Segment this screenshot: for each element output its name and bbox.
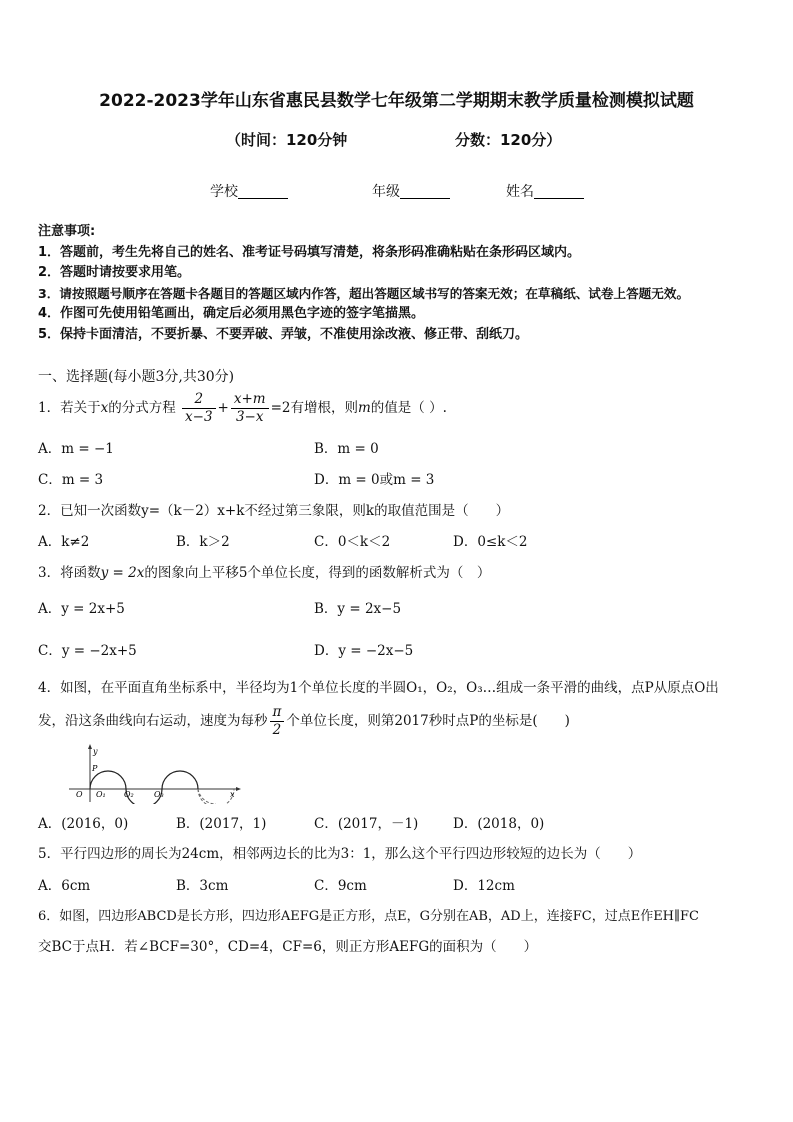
semicircle-curve-graph <box>64 744 244 804</box>
graph-label-o3: O₃ <box>154 790 164 799</box>
solid-curve <box>90 771 198 804</box>
school-label: 学校 <box>210 184 238 200</box>
grade-label: 年级 <box>372 184 400 200</box>
graph-label-o2: O₂ <box>124 790 134 799</box>
q4-fraction: $\frac{\pi}{2}$ <box>270 704 285 739</box>
score-label: 分数：120分） <box>455 131 562 149</box>
graph-label-x: x <box>230 790 235 799</box>
school-field <box>210 181 288 201</box>
q4-option-b: B．(2017，1) <box>176 816 267 832</box>
q5-option-b: B．3cm <box>176 878 229 894</box>
q2-option-b: B．k＞2 <box>176 534 230 550</box>
graph-label-y: y <box>93 747 98 756</box>
note-item: 5．保持卡面清洁，不要折暴、不要弄破、弄皱，不准使用涂改液、修正带、刮纸刀。 <box>38 326 529 342</box>
note-item: 3．请按照题号顺序在答题卡各题目的答题区域内作答，超出答题区域书写的答案无效；在草稿纸、试卷上答题无效。 <box>38 285 690 301</box>
section-title: 一、选择题(每小题3分,共30分) <box>38 369 235 385</box>
x-axis-arrow <box>236 787 241 791</box>
q1-suffix: 的值是（ ）. <box>370 400 447 416</box>
q1-var: x <box>100 400 109 416</box>
name-label: 姓名 <box>506 184 534 200</box>
q1-option-c: C．m = 3 <box>38 472 104 488</box>
name-field <box>506 181 584 201</box>
q1-mid: 的分式方程 <box>108 400 176 416</box>
graph-label-p: P <box>92 764 98 773</box>
graph-label-o1: O₁ <box>96 790 106 799</box>
q1-prefix: 1．若关于 <box>38 400 101 416</box>
note-item: 2．答题时请按要求用笔。 <box>38 265 191 281</box>
q3-prefix: 3．将函数 <box>38 565 101 581</box>
q1-fraction-1: $\frac{2}{x-3}$ <box>182 391 216 426</box>
q4-option-d: D．(2018，0) <box>453 816 545 832</box>
q1-var2: m <box>357 400 371 416</box>
q3-suffix: 的图象向上平移5个单位长度，得到的函数解析式为（ ） <box>144 565 491 581</box>
q3-option-c: C．y = −2x+5 <box>38 643 137 659</box>
question-4-line-1: 4．如图，在平面直角坐标系中，半径均为1个单位长度的半圆O₁，O₂，O₃…组成一条平滑的曲线，点P从原点O出 <box>38 680 719 696</box>
q4-option-c: C．(2017，－1) <box>314 816 419 832</box>
q3-option-d: D．y = −2x−5 <box>314 643 414 659</box>
exam-title: 2022-2023学年山东省惠民县数学七年级第二学期期末教学质量检测模拟试题 <box>99 91 694 111</box>
q4-line2-post: 个单位长度，则第2017秒时点P的坐标是( ) <box>286 713 570 729</box>
q3-option-a: A．y = 2x+5 <box>38 601 125 617</box>
question-6-line-1: 6．如图，四边形ABCD是长方形，四边形AEFG是正方形，点E，G分别在AB，AD上，连接FC，过点E作EH∥FC <box>38 909 699 924</box>
dashed-curve <box>198 789 234 804</box>
school-blank <box>238 184 288 199</box>
q2-option-d: D．0≤k＜2 <box>453 534 528 550</box>
question-2: 2．已知一次函数y=（k－2）x+k不经过第三象限，则k的取值范围是（ ） <box>38 503 510 519</box>
note-item: 4．作图可先使用铅笔画出，确定后必须用黑色字迹的签字笔描黑。 <box>38 306 425 322</box>
question-1 <box>38 391 447 426</box>
note-item: 1．答题前，考生先将自己的姓名、准考证号码填写清楚，将条形码准确粘贴在条形码区域内。 <box>38 244 581 260</box>
q1-option-b: B．m = 0 <box>314 441 379 457</box>
q1-plus: + <box>217 400 229 416</box>
time-label: （时间：120分钟 <box>226 131 348 149</box>
q4-option-a: A．(2016，0) <box>38 816 129 832</box>
grade-field <box>372 181 450 201</box>
y-axis-arrow <box>88 744 92 749</box>
name-blank <box>534 184 584 199</box>
q1-option-d: D．m = 0或m = 3 <box>314 472 435 488</box>
q4-line2-pre: 发，沿这条曲线向右运动，速度为每秒 <box>38 713 268 729</box>
notes-block <box>38 222 689 346</box>
graph-label-o: O <box>76 790 83 799</box>
q1-eq: =2有增根，则 <box>270 400 358 416</box>
notes-heading: 注意事项: <box>38 224 96 239</box>
grade-blank <box>400 184 450 199</box>
q5-option-c: C．9cm <box>314 878 367 894</box>
q5-option-d: D．12cm <box>453 878 515 894</box>
q3-expr: y = 2x <box>100 565 145 581</box>
q5-option-a: A．6cm <box>38 878 91 894</box>
question-3 <box>38 561 490 581</box>
question-5: 5．平行四边形的周长为24cm，相邻两边长的比为3：1，那么这个平行四边形较短的边长为（ ） <box>38 846 642 862</box>
question-6-line-2: 交BC于点H．若∠BCF=30°，CD=4，CF=6，则正方形AEFG的面积为（ ） <box>38 939 538 955</box>
q1-fraction-2: $\frac{x+m}{3-x}$ <box>231 391 269 426</box>
q1-option-a: A．m = −1 <box>38 441 114 457</box>
question-4-line-2 <box>38 704 570 739</box>
q2-option-a: A．k≠2 <box>38 534 90 550</box>
q3-option-b: B．y = 2x−5 <box>314 601 402 617</box>
q2-option-c: C．0＜k＜2 <box>314 534 391 550</box>
